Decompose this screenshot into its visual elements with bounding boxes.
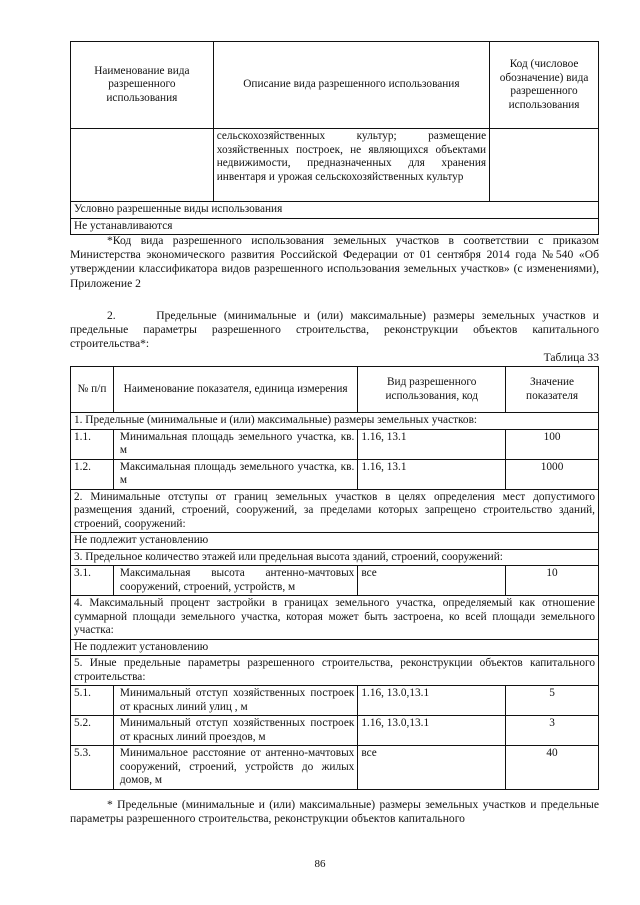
row-use: 1.16, 13.0,13.1 xyxy=(358,716,506,746)
section-5: 5. Иные предельные параметры разрешенного строительства, реконструкции объектов капитального строительства: xyxy=(71,656,599,686)
header-indicator: Наименование показателя, единица измерения xyxy=(113,367,357,413)
row-value: 40 xyxy=(506,746,599,790)
header-value: Значение показателя xyxy=(506,367,599,413)
row-use: 1.16, 13.1 xyxy=(358,459,506,489)
continued-description: сельскохозяйственных культур; размещение хозяйственных построек, не являющихся объектами недвижимости, предназначенных для хранения инвентаря и урожая сельскохозяйственных культур xyxy=(213,129,489,202)
footnote-code: *Код вида разрешенного использования земельных участков в соответствии с приказом Министерства экономического развития Российской Федерации от 01 сентября 2014 года №540 «Об утверждении классификатора видов разрешенного использования земельных участков» (с изменениями), Приложение 2 xyxy=(70,234,599,290)
section-3: 3. Предельное количество этажей или предельная высота зданий, строений, сооружений: xyxy=(71,549,599,566)
paragraph-text: Предельные (минимальные и (или) максимальные) размеры земельных участков и предельные параметры разрешенного строительства, реконструкции объектов капитального строительства*: xyxy=(70,309,600,351)
row-num: 5.2. xyxy=(71,716,114,746)
section-1: 1. Предельные (минимальные и (или) максимальные) размеры земельных участков: xyxy=(71,413,599,430)
row-num: 5.1. xyxy=(71,686,114,716)
section-4-value: Не подлежит установлению xyxy=(71,639,599,656)
permitted-use-table xyxy=(70,41,599,235)
row-indicator: Максимальная площадь земельного участка, кв. м xyxy=(113,459,357,489)
header-use-description: Описание вида разрешенного использования xyxy=(213,42,489,129)
not-established: Не устанавливаются xyxy=(71,218,599,235)
row-use: все xyxy=(358,566,506,596)
row-value: 10 xyxy=(506,566,599,596)
row-value: 100 xyxy=(506,429,599,459)
conditional-uses-heading: Условно разрешенные виды использования xyxy=(71,202,599,219)
row-num: 1.1. xyxy=(71,429,114,459)
row-indicator: Минимальная площадь земельного участка, кв. м xyxy=(113,429,357,459)
row-use: 1.16, 13.0,13.1 xyxy=(358,686,506,716)
header-use-name: Наименование вида разрешенного использования xyxy=(71,42,214,129)
row-num: 1.2. xyxy=(71,459,114,489)
row-value: 1000 xyxy=(506,459,599,489)
parameters-table xyxy=(70,366,599,790)
table-caption: Таблица 33 xyxy=(543,351,599,364)
row-num: 3.1. xyxy=(71,566,114,596)
row-use: 1.16, 13.1 xyxy=(358,429,506,459)
row-value: 5 xyxy=(506,686,599,716)
header-use-code: Код (числовое обозначение) вида разрешенного использования xyxy=(490,42,599,129)
row-value: 3 xyxy=(506,716,599,746)
paragraph-number: 2. xyxy=(107,309,116,322)
row-use: все xyxy=(358,746,506,790)
empty-cell xyxy=(490,129,599,202)
section-2-value: Не подлежит установлению xyxy=(71,533,599,550)
row-indicator: Максимальная высота антенно-мачтовых сооружений, строений, устройств, м xyxy=(113,566,357,596)
footnote-parameters: * Предельные (минимальные и (или) максимальные) размеры земельных участков и предельные параметры разрешенного строительства, реконструкции объектов капитального xyxy=(70,798,599,826)
section-2: 2. Минимальные отступы от границ земельных участков в целях определения мест допустимого размещения зданий, строений, сооружений, за пределами которых запрещено строительство зданий, строений, сооружений: xyxy=(71,489,599,533)
paragraph-2 xyxy=(70,309,599,352)
row-indicator: Минимальный отступ хозяйственных построек от красных линий проездов, м xyxy=(113,716,357,746)
row-indicator: Минимальный отступ хозяйственных построек от красных линий улиц , м xyxy=(113,686,357,716)
row-indicator: Минимальное расстояние от антенно-мачтовых сооружений, строений, устройств до жилых домов, м xyxy=(113,746,357,790)
empty-cell xyxy=(71,129,214,202)
header-num: № п/п xyxy=(71,367,114,413)
row-num: 5.3. xyxy=(71,746,114,790)
header-use-kind: Вид разрешенного использования, код xyxy=(358,367,506,413)
page-number: 86 xyxy=(314,858,326,870)
section-4: 4. Максимальный процент застройки в границах земельного участка, определяемый как отношение суммарной площади земельного участка, которая может быть застроена, ко всей площади земельного участка: xyxy=(71,596,599,640)
